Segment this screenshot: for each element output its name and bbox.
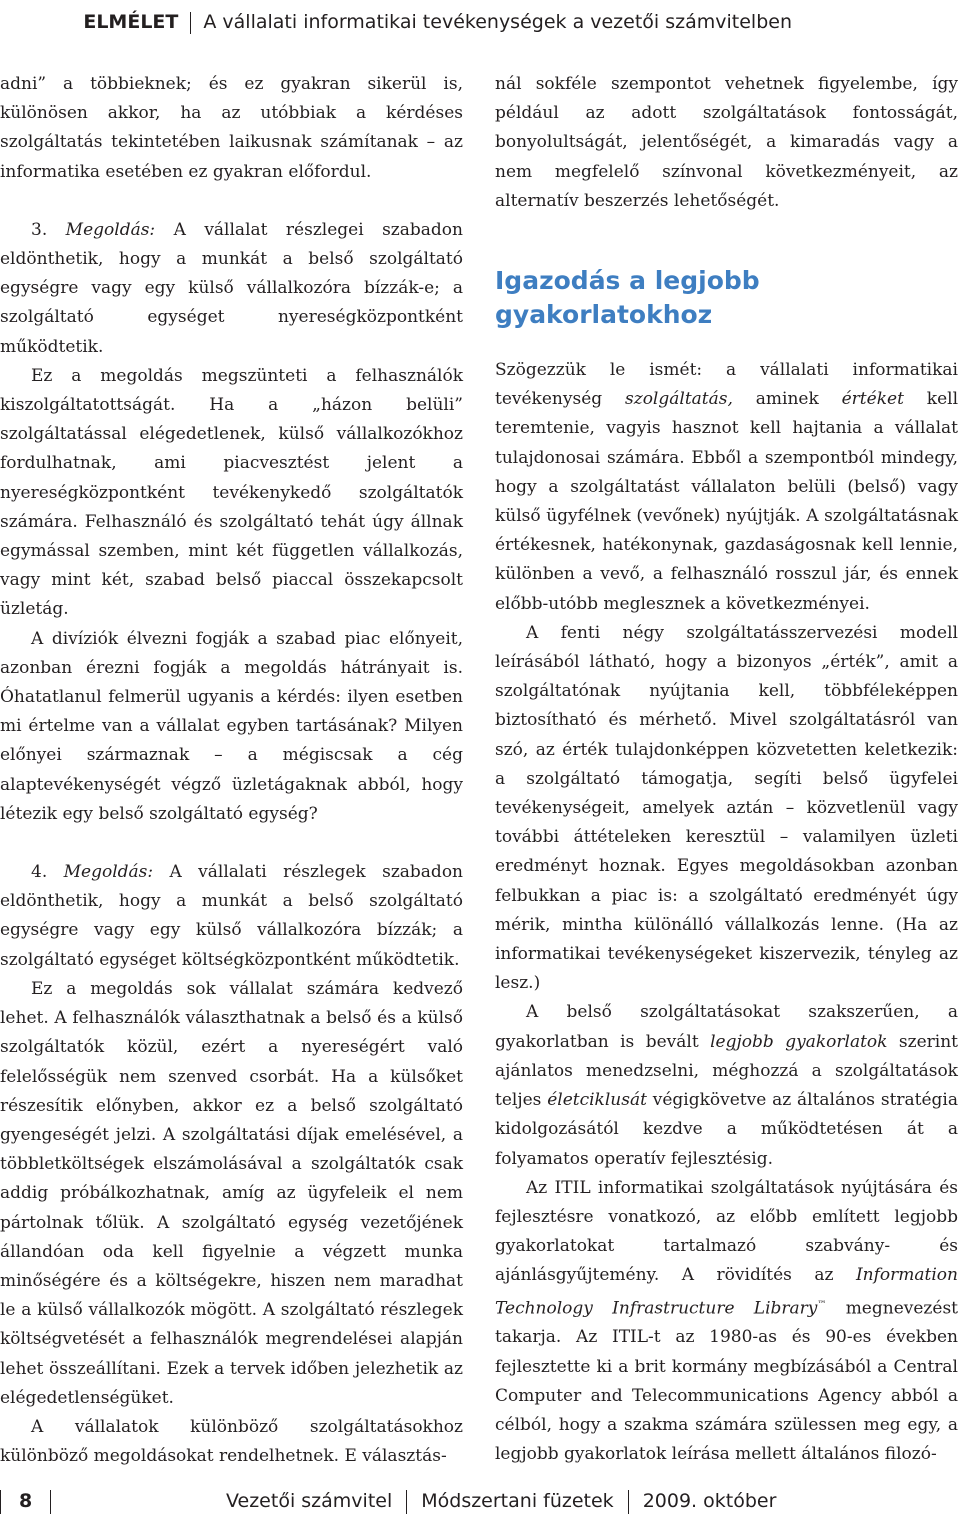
emphasis: értéket xyxy=(841,389,904,410)
issue-date: 2009. október xyxy=(642,1490,777,1512)
solution-text: A vállalat részlegei szabadon eldönthetik, hogy a munkát a belső szolgáltató egységre vagy egy külső vállalkozóra bízzák-e; a szolgáltató egységet nyereségközpontként működtetik. xyxy=(0,219,463,357)
text-run: aminek xyxy=(732,389,842,410)
header-divider xyxy=(190,12,191,34)
footer-divider xyxy=(0,1490,1,1514)
text-run: A belső szolgáltatásokat szakszerűen, a gyakorlatban is bevált xyxy=(495,1002,958,1052)
footer-divider xyxy=(50,1490,51,1514)
paragraph: A fenti négy szolgáltatásszervezési modell leírásából látható, hogy a bizonyos „érték”, amit a szolgáltatónak nyújtania kell, többféleképpen biztosítható és mérhető. Mivel szolgáltatásról van szó, az érték tulajdonképpen közvetetten keletkezik: a szolgáltató támogatja, segíti belső ügyfelei tevékenységeit, amelyek aztán – közvetlenül vagy további áttételeken keresztül – valamilyen üzleti eredményt hoznak. Egyes megoldásokban azonban felbukkan a piac is: a szolgáltató eredményét úgy mérik, mintha különálló vállalkozás lenne. (Ha az informatikai tevékenységeket kiszervezik, tényleg az lesz.) xyxy=(495,622,958,994)
paragraph: nál sokféle szempontot vehetnek figyelembe, így például az adott szolgáltatások fontosságát, bonyolultságát, jelentőségét, a kimaradás vagy a nem megfelelő színvonal következményeit, az alternatív beszerzés lehetőségét. xyxy=(495,74,958,211)
paragraph: Ez a megoldás sok vállalat számára kedvező lehet. A felhasználók választhatnak a belső és a külső szolgáltatók közül, ezért a nyereségért való felelősségük nem szenved csorbát. Ha a külsőket részesítik előnyben, akkor ez a belső szolgáltató gyengeségét jelzi. A szolgáltatási díjak emelésével, a többletköltségek elszámolásával a szolgáltatók csak addig próbálkozhatnak, amíg az ügyfeleik el nem pártolnak tőlük. A szolgáltató egység vezetőjének állandóan oda kell figyelnie a végzett munka minőségére és a költségekre, hiszen nem maradhat le a külső vállalkozók mögött. A szolgáltató részlegek költségvetését a felhasználók megrendelései alapján lehet összeállítani. Ezek a tervek időben jelezhetik az elégedetlenségüket. xyxy=(0,978,463,1408)
running-title: A vállalati informatikai tevékenységek a vezetői számvitelben xyxy=(203,11,792,33)
magazine-name: Vezetői számvitel xyxy=(226,1490,393,1512)
text-run: megnevezést takarja. Az ITIL-t az 1980-as és 90-es években fejlesztette ki a brit kormány megbízásából a Central Computer and Telecommunications Agency abból a célból, hogy a szakma számára szülessen meg egy, a legjobb gyakorlatok leírása mellett általános filozó- xyxy=(495,1298,958,1465)
solution-label: Megoldás: xyxy=(65,219,156,240)
footer-divider xyxy=(406,1490,407,1514)
paragraph: adni” a többieknek; és ez gyakran sikerül is, különösen akkor, ha az utóbbiak a kérdéses szolgáltatás tekintetében laikusnak számítanak – az informatika esetében ez gyakran előfordul. xyxy=(0,74,463,182)
emphasis: szolgáltatás, xyxy=(625,389,733,410)
paragraph: A divíziók élvezni fogják a szabad piac előnyeit, azonban érezni fogják a megoldás hátrányait is. Óhatatlanul felmerül ugyanis a kérdés: ilyen esetben mi értelme van a vállalat egyben tartásának? Milyen előnyei származnak – a mégiscsak a cég alaptevékenységét végző üzletágaknak abból, hogy létezik egy belső szolgáltató egység? xyxy=(0,628,463,824)
text-run: kell teremtenie, vagyis hasznot kell hajtania a vállalat tulajdonosai számára. Ebből a szempontból mindegy, hogy a szolgáltatást vállalaton belüli (belső) vagy külső ügyfélnek (vevőnek) nyújtják. A szolgáltatásnak értékesnek, hatékonynak, gazdaságosnak kell lennie, különben a vevő, a felhasználó rosszul jár, és ennek előbb-utóbb meglesznek a következményei. xyxy=(495,389,959,614)
footer-divider xyxy=(628,1490,629,1514)
solution-number: 4. xyxy=(31,862,48,883)
text-run: szerint ajánlatos menedzselni, méghozzá a szolgáltatások teljes xyxy=(495,1031,958,1111)
paragraph: Ez a megoldás megszünteti a felhasználók kiszolgáltatottságát. Ha a „házon belüli” szolgáltatással elégedetlenek, külső vállalkozókhoz fordulhatnak, ami piacvesztést jelent a nyereségközpontként tevékenykedő szolgáltatók számára. Felhasználó és szolgáltató tehát úgy állnak egymással szemben, mint két független vállalkozás, vagy mint két, szabad belső piaccal összekapcsolt üzletág. xyxy=(0,365,463,620)
section-heading: Igazodás a legjobb gyakorlatokhoz xyxy=(495,266,760,330)
footer-publication xyxy=(226,1485,776,1517)
paragraph xyxy=(495,998,958,1173)
solution-number: 3. xyxy=(31,219,48,240)
text-run: Szögezzük le ismét: a vállalati informatikai tevékenység xyxy=(495,360,958,410)
emphasis: Information Technology Infrastructure Library xyxy=(495,1265,958,1319)
emphasis: legjobb gyakorlatok xyxy=(710,1031,888,1052)
series-name: Módszertani füzetek xyxy=(421,1490,614,1512)
paragraph xyxy=(495,356,958,619)
paragraph-solution-3 xyxy=(0,216,463,362)
solution-label: Megoldás: xyxy=(63,862,154,883)
running-header xyxy=(0,0,960,44)
paragraph-solution-4 xyxy=(0,858,463,975)
text-run: végigkövetve az általános stratégia kidolgozásától kezdve a működtetésen át a folyamatos operatív fejlesztésig. xyxy=(495,1090,959,1169)
right-column xyxy=(495,70,958,1469)
paragraph xyxy=(495,1174,958,1470)
emphasis: életciklusát xyxy=(547,1090,647,1111)
solution-text: A vállalati részlegek szabadon eldönthetik, hogy a munkát a belső szolgáltató egységre vagy egy külső vállalkozóra bízzák; a szolgáltató egységet költségközpontként működtetik. xyxy=(0,862,464,970)
page-footer xyxy=(0,1485,960,1517)
section-kicker: ELMÉLET xyxy=(83,11,179,33)
text-run: Az ITIL informatikai szolgáltatások nyújtására és fejlesztésre vonatkozó, az előbb említett legjobb gyakorlatokat tartalmazó szabvány- és ajánlásgyűjtemény. A rövidítés az xyxy=(495,1177,958,1286)
paragraph: A vállalatok különböző szolgáltatásokhoz különböző megoldásokat rendelhetnek. E választás- xyxy=(0,1416,463,1467)
trademark-symbol: ™ xyxy=(817,1299,827,1310)
left-column xyxy=(0,70,463,1471)
page-number: 8 xyxy=(19,1490,33,1512)
